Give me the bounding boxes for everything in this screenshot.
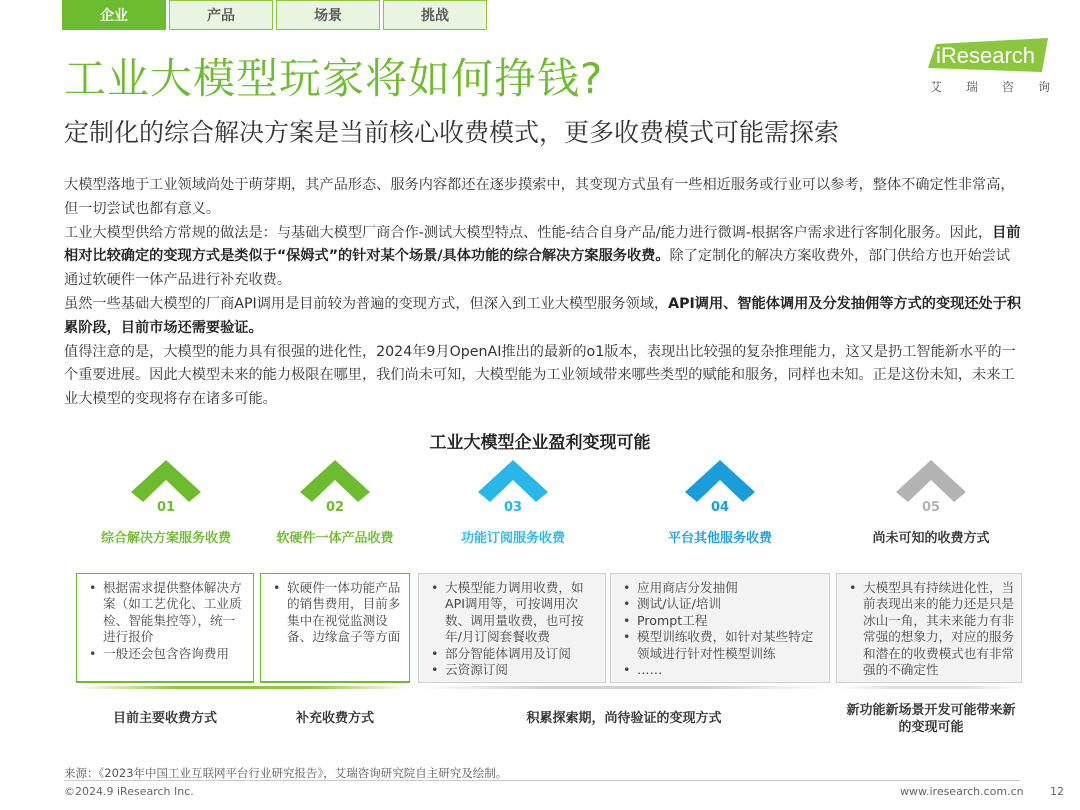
list-item: • …… xyxy=(617,662,823,678)
column-number: 01 xyxy=(156,500,176,515)
column-title: 软硬件一体产品收费 xyxy=(276,531,394,546)
chevron-04 xyxy=(685,458,755,522)
list-item: • 测试/认证/培训 xyxy=(617,596,823,612)
column-number: 03 xyxy=(503,500,523,515)
list-item: • 大模型具有持续进化性，当前表现出来的能力还是只是冰山一角，其未来能力有非常强的想象力，对应的服务和潜在的收费模式也有非常强的不确定性 xyxy=(843,580,1015,678)
divider-bar-green xyxy=(76,686,410,689)
tab-scenario[interactable]: 场景 xyxy=(276,0,380,30)
list-item: • 根据需求提供整体解决方案（如工艺优化、工业质检、智能集控等），统一进行报价 xyxy=(83,580,247,646)
divider-bar-gray xyxy=(418,686,830,689)
chevron-03 xyxy=(478,458,548,522)
iresearch-logo xyxy=(928,38,1050,94)
chevron-up-icon xyxy=(478,458,548,502)
column-title: 平台其他服务收费 xyxy=(667,531,772,546)
page-title: 工业大模型玩家将如何挣钱? xyxy=(64,54,604,103)
chevron-02 xyxy=(300,458,370,522)
footer-label-exploring: 积累探索期，尚待验证的变现方式 xyxy=(526,711,722,726)
body-text xyxy=(64,174,1024,412)
column-number: 04 xyxy=(710,500,730,515)
column-title: 功能订阅服务收费 xyxy=(460,531,565,546)
footer-label-future: 新功能新场景开发可能带来新的变现可能 xyxy=(846,703,1016,735)
source-note: 来源：《2023年中国工业互联网平台行业研究报告》，艾瑞咨询研究院自主研究及绘制。 xyxy=(64,766,508,780)
tab-enterprise[interactable]: 企业 xyxy=(62,0,166,30)
list-item: • 模型训练收费，如针对某些特定领域进行针对性模型训练 xyxy=(617,629,823,662)
paragraph-4: 值得注意的是，大模型的能力具有很强的进化性，2024年9月OpenAI推出的最新的o1版本，表现出比较强的复杂推理能力，这又是扔工智能新水平的一个重要进展。因此大模型未来的能力极限在哪里，我们尚未可知，大模型能为工业领域带来哪些类型的赋能和服务，同样也未知。正是这份未知，未来工业大模型的变现将存在诸多可能。 xyxy=(64,343,1016,408)
paragraph-2: 工业大模型供给方常规的做法是：与基础大模型厂商合作-测试大模型特点、性能-结合自身产品/能力进行微调-根据客户需求进行客制化服务。因此，目前相对比较确定的变现方式是类似于“保姆式”的针对某个场景/具体功能的综合解决方案服务收费。除了定制化的解决方案收费外，部门供给方也开始尝试通过软硬件一体产品进行补充收费。 xyxy=(64,224,1021,289)
column-title: 尚未可知的收费方式 xyxy=(872,531,990,546)
list-item: • 大模型能力调用收费，如API调用等，可按调用次数、调用量收费，也可按年/月订阅套餐收费 xyxy=(425,580,599,646)
list-item: • 一般还会包含咨询费用 xyxy=(83,646,247,662)
description-box-05 xyxy=(836,573,1022,683)
chevron-up-icon xyxy=(685,458,755,502)
footer-label-supplement: 补充收费方式 xyxy=(295,711,374,726)
list-item: • 云资源订阅 xyxy=(425,662,599,678)
description-box-01 xyxy=(76,573,254,683)
logo-cn-text: 艾 瑞 咨 询 xyxy=(930,80,1050,94)
footer-label-main: 目前主要收费方式 xyxy=(112,711,217,726)
paragraph-1: 大模型落地于工业领域尚处于萌芽期，其产品形态、服务内容都还在逐步摸索中，其变现方式虽有一些相近服务或行业可以参考，整体不确定性非常高，但一切尝试也都有意义。 xyxy=(64,177,1015,217)
list-item: • 软硬件一体功能产品的销售费用，目前多集中在视觉监测设备、边缘盒子等方面 xyxy=(267,580,403,646)
top-tab-bar xyxy=(62,0,487,30)
page-subtitle: 定制化的综合解决方案是当前核心收费模式，更多收费模式可能需探索 xyxy=(64,118,840,147)
chevron-05 xyxy=(896,458,966,522)
divider-bar-light xyxy=(836,686,1022,689)
copyright: ©2024.9 iResearch Inc. xyxy=(64,785,194,798)
section-title: 工业大模型企业盈利变现可能 xyxy=(429,433,651,453)
list-item: • 应用商店分发抽佣 xyxy=(617,580,823,596)
description-box-04 xyxy=(610,573,830,683)
footer-divider xyxy=(64,780,1020,781)
list-item: • Prompt工程 xyxy=(617,613,823,629)
column-number: 05 xyxy=(921,500,941,515)
column-number: 02 xyxy=(325,500,345,515)
tab-challenge[interactable]: 挑战 xyxy=(383,0,487,30)
logo-brand-text: iResearch xyxy=(936,43,1036,68)
column-title: 综合解决方案服务收费 xyxy=(100,531,231,546)
website-link[interactable]: www.iresearch.com.cn xyxy=(900,785,1024,798)
chevron-up-icon xyxy=(300,458,370,502)
paragraph-3: 虽然一些基础大模型的厂商API调用是目前较为普遍的变现方式，但深入到工业大模型服务领域，API调用、智能体调用及分发抽佣等方式的变现还处于积累阶段，目前市场还需要验证。 xyxy=(64,295,1022,336)
page-number: 12 xyxy=(1050,785,1064,798)
chevron-up-icon xyxy=(896,458,966,502)
description-box-02 xyxy=(260,573,410,683)
logo-mark-icon xyxy=(928,38,1048,72)
chevron-01 xyxy=(131,458,201,522)
tab-product[interactable]: 产品 xyxy=(169,0,273,30)
list-item: • 部分智能体调用及订阅 xyxy=(425,646,599,662)
description-box-03 xyxy=(418,573,606,683)
chevron-up-icon xyxy=(131,458,201,502)
